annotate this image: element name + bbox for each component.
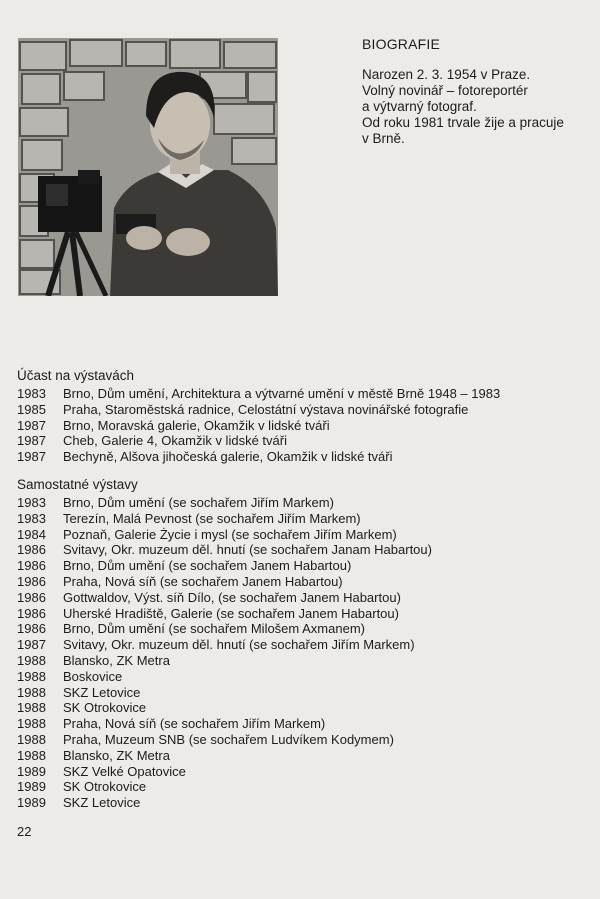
exhibition-year: 1988: [17, 747, 46, 763]
exhibition-row: [17, 433, 500, 449]
exhibition-row: [17, 700, 432, 716]
exhibition-year: 1989: [17, 763, 46, 779]
exhibition-year: 1987: [17, 449, 46, 465]
biography-line: Narozen 2. 3. 1954 v Praze.: [362, 67, 531, 82]
exhibition-text: Svitavy, Okr. muzeum děl. hnutí (se sochařem Jiřím Markem): [63, 637, 415, 653]
exhibition-row: [17, 779, 432, 795]
exhibition-text: Blansko, ZK Metra: [63, 747, 170, 763]
exhibition-row: [17, 495, 432, 511]
exhibition-row: [17, 511, 432, 527]
exhibition-year: 1988: [17, 700, 46, 716]
exhibition-text: SK Otrokovice: [63, 700, 147, 716]
exhibition-row: [17, 527, 432, 543]
exhibition-text: Praha, Muzeum SNB (se sochařem Ludvíkem Kodymem): [63, 731, 394, 747]
participation-title: Účast na výstavách: [17, 368, 135, 383]
participation-section: [17, 368, 500, 465]
exhibition-year: 1983: [17, 386, 46, 401]
exhibition-year: 1988: [17, 684, 46, 700]
exhibition-text: Brno, Moravská galerie, Okamžik v lidské tváři: [63, 417, 330, 433]
exhibition-row: [17, 590, 432, 606]
exhibition-year: 1988: [17, 731, 46, 747]
exhibition-text: Cheb, Galerie 4, Okamžik v lidské tváři: [63, 433, 287, 449]
exhibition-text: Praha, Nová síň (se sochařem Jiřím Markem): [63, 716, 326, 732]
exhibition-row: [17, 653, 432, 669]
exhibition-row: [17, 637, 432, 653]
exhibition-year: 1984: [17, 526, 46, 542]
exhibition-row: [17, 449, 500, 465]
exhibition-year: 1989: [17, 795, 46, 811]
exhibition-year: 1983: [17, 510, 46, 526]
exhibition-row: [17, 685, 432, 701]
solo-exhibitions-section: [17, 477, 432, 811]
exhibition-text: SK Otrokovice: [63, 779, 147, 795]
exhibition-year: 1988: [17, 716, 46, 732]
exhibition-text: SKZ Velké Opatovice: [63, 763, 186, 779]
exhibition-year: 1987: [17, 417, 46, 433]
exhibition-row: [17, 732, 432, 748]
solo-exhibitions-title: Samostatné výstavy: [17, 477, 138, 492]
exhibition-text: Bechyně, Alšova jihočeská galerie, Okamžik v lidské tváři: [63, 449, 393, 465]
exhibition-text: Uherské Hradiště, Galerie (se sochařem Janem Habartou): [63, 605, 399, 621]
biography-line: a výtvarný fotograf.: [362, 99, 477, 114]
exhibition-text: Brno, Dům umění (se sochařem Milošem Axmanem): [63, 621, 365, 637]
biography-line: Volný novinář – fotoreportér: [362, 83, 528, 98]
exhibition-year: 1986: [17, 621, 46, 637]
exhibition-row: [17, 542, 432, 558]
biography-line: v Brně.: [362, 131, 405, 146]
exhibition-text: Brno, Dům umění (se sochařem Jiřím Markem): [63, 495, 334, 510]
solo-exhibitions-list: [17, 495, 432, 811]
exhibition-row: [17, 621, 432, 637]
exhibition-row: [17, 574, 432, 590]
participation-list: [17, 386, 500, 465]
exhibition-text: Gottwaldov, Výst. síň Dílo, (se sochařem Janem Habartou): [63, 589, 401, 605]
exhibition-row: [17, 764, 432, 780]
exhibition-text: Praha, Staroměstská radnice, Celostátní výstava novinářské fotografie: [63, 401, 469, 417]
exhibition-year: 1985: [17, 401, 46, 417]
exhibition-text: Blansko, ZK Metra: [63, 652, 170, 668]
exhibition-row: [17, 558, 432, 574]
exhibition-year: 1986: [17, 573, 46, 589]
exhibition-text: Poznaň, Galerie Życie i mysl (se sochařem Jiřím Markem): [63, 526, 397, 542]
exhibition-year: 1986: [17, 542, 46, 558]
exhibition-row: [17, 748, 432, 764]
exhibition-year: 1988: [17, 652, 46, 668]
exhibition-text: SKZ Letovice: [63, 795, 141, 811]
exhibition-text: SKZ Letovice: [63, 684, 141, 700]
exhibition-row: [17, 606, 432, 622]
exhibition-row: [17, 795, 432, 811]
exhibition-year: 1987: [17, 433, 46, 449]
exhibition-year: 1986: [17, 558, 46, 574]
exhibition-text: Terezín, Malá Pevnost (se sochařem Jiřím Markem): [63, 510, 361, 526]
portrait-photo: [18, 38, 278, 296]
exhibition-year: 1986: [17, 589, 46, 605]
biography-line: Od roku 1981 trvale žije a pracuje: [362, 115, 564, 130]
page-number: 22: [17, 824, 32, 839]
exhibition-row: [17, 386, 500, 402]
biography-title: BIOGRAFIE: [362, 36, 441, 52]
exhibition-row: [17, 418, 500, 434]
exhibition-year: 1983: [17, 495, 46, 510]
exhibition-text: Svitavy, Okr. muzeum děl. hnutí (se sochařem Janam Habartou): [63, 542, 432, 558]
exhibition-text: Boskovice: [63, 668, 123, 684]
exhibition-year: 1987: [17, 637, 46, 653]
exhibition-row: [17, 716, 432, 732]
exhibition-year: 1986: [17, 605, 46, 621]
exhibition-year: 1988: [17, 668, 46, 684]
exhibition-text: Brno, Dům umění (se sochařem Janem Habartou): [63, 558, 352, 574]
exhibition-text: Praha, Nová síň (se sochařem Janem Habartou): [63, 573, 343, 589]
exhibition-text: Brno, Dům umění, Architektura a výtvarné umění v městě Brně 1948 – 1983: [63, 386, 501, 401]
exhibition-year: 1989: [17, 779, 46, 795]
exhibition-row: [17, 669, 432, 685]
exhibition-row: [17, 402, 500, 418]
biography: [362, 36, 592, 147]
